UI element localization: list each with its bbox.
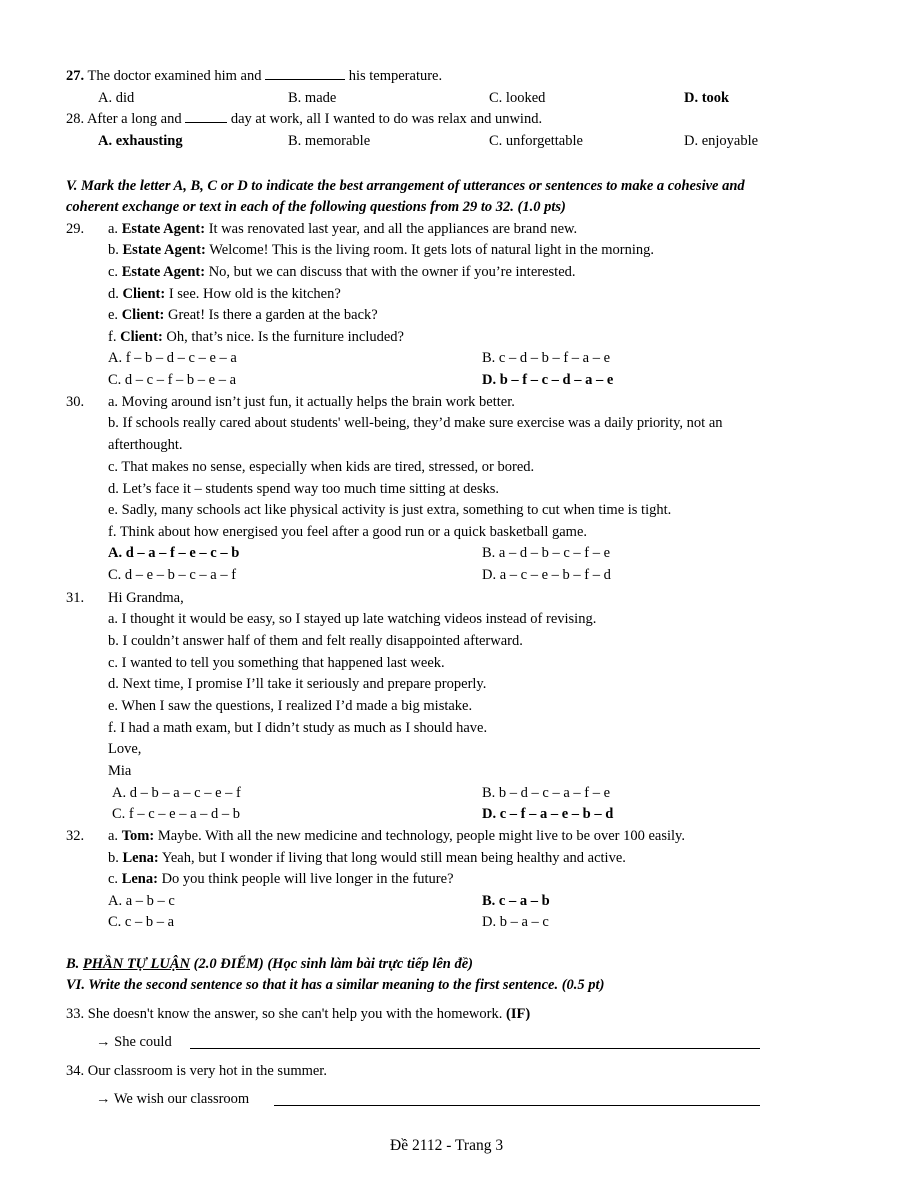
- q30-number: 30.: [66, 394, 85, 410]
- q29-option-a: A. f – b – d – c – e – a: [108, 350, 237, 366]
- q31-option-d: D. c – f – a – e – b – d: [482, 806, 614, 822]
- q28-option-c: C. unforgettable: [489, 133, 583, 149]
- q28-text-after: day at work, all I wanted to do was relax and unwind.: [230, 111, 543, 127]
- q33-hint: (IF): [505, 1006, 531, 1022]
- q30-line-c: c. That makes no sense, especially when kids are tired, stressed, or bored.: [108, 459, 535, 475]
- q30-line-f: f. Think about how energised you feel after a good run or a quick basketball game.: [108, 524, 588, 540]
- q31-line-d: d. Next time, I promise I’ll take it seriously and prepare properly.: [108, 676, 487, 692]
- q29-option-c: C. d – c – f – b – e – a: [108, 372, 237, 388]
- q27-text-before: The doctor examined him and: [87, 68, 262, 84]
- page-footer: Đề 2112 - Trang 3: [390, 1137, 504, 1154]
- q30-line-d: d. Let’s face it – students spend way too much time sitting at desks.: [108, 481, 500, 497]
- q31-greeting: Hi Grandma,: [108, 590, 184, 606]
- q30-option-b: B. a – d – b – c – f – e: [482, 545, 611, 561]
- q34-answer-line[interactable]: [274, 1105, 760, 1106]
- q29-line-a: a. Estate Agent: It was renovated last year, and all the appliances are brand new.: [108, 221, 578, 237]
- q29-option-b: B. c – d – b – f – a – e: [482, 350, 611, 366]
- q34-answer-prefix: → We wish our classroom: [96, 1091, 250, 1107]
- q27-option-c: C. looked: [489, 90, 546, 106]
- q29-option-d: D. b – f – c – d – a – e: [482, 372, 614, 388]
- q32-line-a: a. Tom: Maybe. With all the new medicine and technology, people might live to be over 100 easily.: [108, 828, 685, 844]
- q29-line-b: b. Estate Agent: Welcome! This is the living room. It gets lots of natural light in the morning.: [108, 242, 655, 258]
- q27-number: 27.: [66, 68, 85, 84]
- q31-number: 31.: [66, 590, 85, 606]
- q29-line-e: e. Client: Great! Is there a garden at the back?: [108, 307, 378, 323]
- q30-line-b-cont: afterthought.: [108, 437, 183, 453]
- q28-option-a: A. exhausting: [98, 133, 183, 149]
- q27-option-b: B. made: [288, 90, 337, 106]
- q28-stem: [66, 109, 542, 131]
- q27-option-d: D. took: [684, 90, 730, 106]
- q31-option-b: B. b – d – c – a – f – e: [482, 785, 611, 801]
- q31-line-e: e. When I saw the questions, I realized I’d made a big mistake.: [108, 698, 473, 714]
- q32-option-d: D. b – a – c: [482, 914, 549, 930]
- q28-text-before: After a long and: [86, 111, 182, 127]
- q31-line-f: f. I had a math exam, but I didn’t study as much as I should have.: [108, 720, 488, 736]
- q30-line-e: e. Sadly, many schools act like physical activity is just extra, something to cut when time is tight.: [108, 502, 672, 518]
- q31-line-b: b. I couldn’t answer half of them and felt really disappointed afterward.: [108, 633, 523, 649]
- q33-answer-line[interactable]: [190, 1048, 760, 1049]
- q32-option-a: A. a – b – c: [108, 893, 175, 909]
- q32-line-c: c. Lena: Do you think people will live longer in the future?: [108, 871, 454, 887]
- q28-blank: [185, 110, 227, 123]
- q33-answer-prefix: → She could: [96, 1034, 172, 1050]
- q27-option-a: A. did: [98, 90, 135, 106]
- part-b-heading: B. PHẦN TỰ LUẬN (2.0 ĐIỂM) (Học sinh làm bài trực tiếp lên đề): [66, 956, 473, 972]
- q27-blank: [265, 67, 345, 80]
- q30-option-c: C. d – e – b – c – a – f: [108, 567, 237, 583]
- section-v-heading-line2: coherent exchange or text in each of the following questions from 29 to 32. (1.0 pts): [66, 199, 566, 215]
- q28-number: 28.: [66, 111, 85, 127]
- q28-option-b: B. memorable: [288, 133, 371, 149]
- q34-stem: 34. Our classroom is very hot in the summer.: [66, 1063, 327, 1079]
- section-vi-heading: VI. Write the second sentence so that it has a similar meaning to the first sentence. (0.5 pt): [66, 977, 605, 993]
- q30-line-b: b. If schools really cared about students' well-being, they’d make sure exercise was a daily priority, not an: [108, 415, 723, 431]
- q31-line-c: c. I wanted to tell you something that happened last week.: [108, 655, 445, 671]
- q30-option-a: A. d – a – f – e – c – b: [108, 545, 240, 561]
- q28-option-d: D. enjoyable: [684, 133, 759, 149]
- q31-closing: Love,: [108, 741, 142, 757]
- q32-number: 32.: [66, 828, 85, 844]
- q33-stem: 33. She doesn't know the answer, so she can't help you with the homework. (IF): [66, 1006, 531, 1022]
- q32-option-b: B. c – a – b: [482, 893, 550, 909]
- q32-line-b: b. Lena: Yeah, but I wonder if living that long would still mean being healthy and active.: [108, 850, 626, 866]
- q29-line-d: d. Client: I see. How old is the kitchen?: [108, 286, 341, 302]
- q31-signature: Mia: [108, 763, 132, 779]
- q32-option-c: C. c – b – a: [108, 914, 175, 930]
- q27-text-after: his temperature.: [348, 68, 443, 84]
- q27-stem: [66, 66, 442, 88]
- q30-option-d: D. a – c – e – b – f – d: [482, 567, 611, 583]
- q29-number: 29.: [66, 221, 85, 237]
- q31-option-a: A. d – b – a – c – e – f: [112, 785, 241, 801]
- q29-line-c: c. Estate Agent: No, but we can discuss that with the owner if you’re interested.: [108, 264, 576, 280]
- section-v-heading-line1: V. Mark the letter A, B, C or D to indicate the best arrangement of utterances or sentences to make a cohesive and: [66, 178, 745, 194]
- q31-option-c: C. f – c – e – a – d – b: [112, 806, 241, 822]
- q31-line-a: a. I thought it would be easy, so I stayed up late watching videos instead of revising.: [108, 611, 597, 627]
- q30-line-a: a. Moving around isn’t just fun, it actually helps the brain work better.: [108, 394, 515, 410]
- q29-line-f: f. Client: Oh, that’s nice. Is the furniture included?: [108, 329, 404, 345]
